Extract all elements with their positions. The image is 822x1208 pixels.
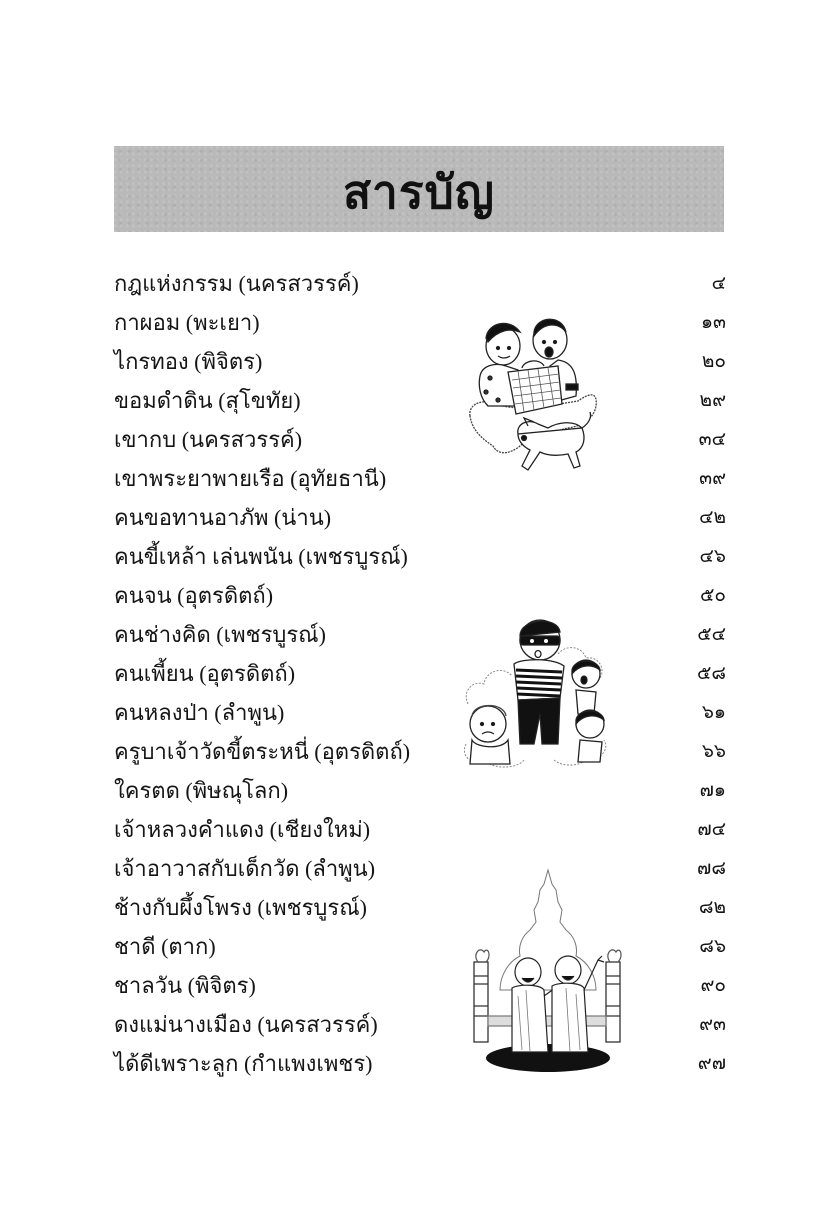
toc-entry-page: ๗๑ (699, 779, 726, 801)
novice-monks-before-buddha-icon (468, 866, 628, 1076)
illustration-novice-monks (468, 866, 628, 1076)
toc-entry[interactable] (114, 615, 726, 654)
toc-entry-title: ไกรทอง (พิจิตร) (114, 349, 263, 374)
toc-entry-title: คนช่างคิด (เพชรบูรณ์) (114, 622, 326, 647)
toc-entry-title: ขอมดำดิน (สุโขทัย) (114, 388, 301, 413)
toc-entry-title: ครูบาเจ้าวัดขี้ตระหนี่ (อุตรดิตถ์) (114, 739, 411, 764)
toc-entry-page: ๒๙ (699, 389, 726, 411)
toc-entry[interactable] (114, 420, 726, 459)
toc-entry[interactable] (114, 381, 726, 420)
toc-entry-page: ๗๘ (697, 857, 726, 879)
toc-entry[interactable] (114, 576, 726, 615)
toc-entry-title: เขากบ (นครสวรรค์) (114, 427, 303, 452)
toc-entry[interactable] (114, 303, 726, 342)
toc-entry-page: ๖๑ (701, 701, 726, 723)
toc-entry-page: ๙๗ (697, 1052, 726, 1074)
toc-entry[interactable] (114, 654, 726, 693)
toc-entry-title: ใครตด (พิษณุโลก) (114, 778, 289, 803)
toc-entry-page: ๕๔ (697, 623, 726, 645)
toc-entry-page: ๓๙ (699, 467, 726, 489)
toc-entry-title: เขาพระยาพายเรือ (อุทัยธานี) (114, 466, 387, 491)
table-of-contents (114, 264, 726, 1083)
illustration-children-basket-dog (458, 306, 628, 486)
toc-entry-page: ๓๔ (698, 428, 726, 450)
toc-entry-title: ชาลวัน (พิจิตร) (114, 973, 256, 998)
toc-entry-title: คนขี้เหล้า เล่นพนัน (เพชรบูรณ์) (114, 544, 408, 569)
toc-entry-title: เจ้าหลวงคำแดง (เชียงใหม่) (114, 817, 371, 842)
toc-entry[interactable] (114, 849, 726, 888)
toc-entry[interactable] (114, 693, 726, 732)
masked-thief-and-villagers-icon (458, 614, 618, 772)
toc-entry-title: คนจน (อุตรดิตถ์) (114, 583, 274, 608)
toc-entry[interactable] (114, 1044, 726, 1083)
toc-entry[interactable] (114, 537, 726, 576)
title-band (114, 146, 724, 232)
toc-entry-page: ๗๔ (697, 818, 726, 840)
toc-entry-page: ๘๖ (699, 935, 726, 957)
illustration-masked-thief (458, 614, 618, 772)
toc-entry-title: คนเพี้ยน (อุตรดิตถ์) (114, 661, 296, 686)
toc-entry[interactable] (114, 1005, 726, 1044)
toc-entry-page: ๘๒ (698, 896, 726, 918)
toc-entry-title: กฎแห่งกรรม (นครสวรรค์) (114, 271, 359, 296)
toc-entry-page: ๙๓ (699, 1013, 726, 1035)
toc-entry-page: ๑๓ (700, 311, 726, 333)
toc-entry-page: ๙๐ (700, 974, 726, 996)
toc-entry[interactable] (114, 888, 726, 927)
toc-entry-title: ดงแม่นางเมือง (นครสวรรค์) (114, 1012, 378, 1037)
toc-entry[interactable] (114, 966, 726, 1005)
toc-entry[interactable] (114, 732, 726, 771)
toc-entry[interactable] (114, 264, 726, 303)
toc-entry[interactable] (114, 459, 726, 498)
toc-entry[interactable] (114, 771, 726, 810)
toc-entry[interactable] (114, 927, 726, 966)
toc-entry[interactable] (114, 810, 726, 849)
toc-entry-title: ชาดี (ตาก) (114, 934, 216, 959)
page-title: สารบัญ (342, 166, 495, 218)
toc-entry[interactable] (114, 498, 726, 537)
toc-entry-page: ๕๘ (696, 662, 726, 684)
toc-entry[interactable] (114, 342, 726, 381)
toc-entry-page: ๔ (711, 272, 726, 294)
toc-entry-page: ๔๒ (699, 506, 726, 528)
children-with-basket-and-dog-icon (458, 306, 628, 486)
toc-entry-title: เจ้าอาวาสกับเด็กวัด (ลำพูน) (114, 856, 376, 881)
toc-entry-title: ได้ดีเพราะลูก (กำแพงเพชร) (114, 1051, 373, 1076)
toc-entry-page: ๔๖ (699, 545, 726, 567)
toc-entry-page: ๖๖ (701, 740, 726, 762)
toc-entry-title: คนขอทานอาภัพ (น่าน) (114, 505, 332, 530)
toc-entry-title: กาผอม (พะเยา) (114, 310, 260, 335)
toc-entry-title: ช้างกับผึ้งโพรง (เพชรบูรณ์) (114, 895, 367, 920)
toc-entry-page: ๕๐ (700, 584, 726, 606)
toc-entry-page: ๒๐ (701, 350, 726, 372)
toc-entry-title: คนหลงป่า (ลำพูน) (114, 700, 285, 725)
